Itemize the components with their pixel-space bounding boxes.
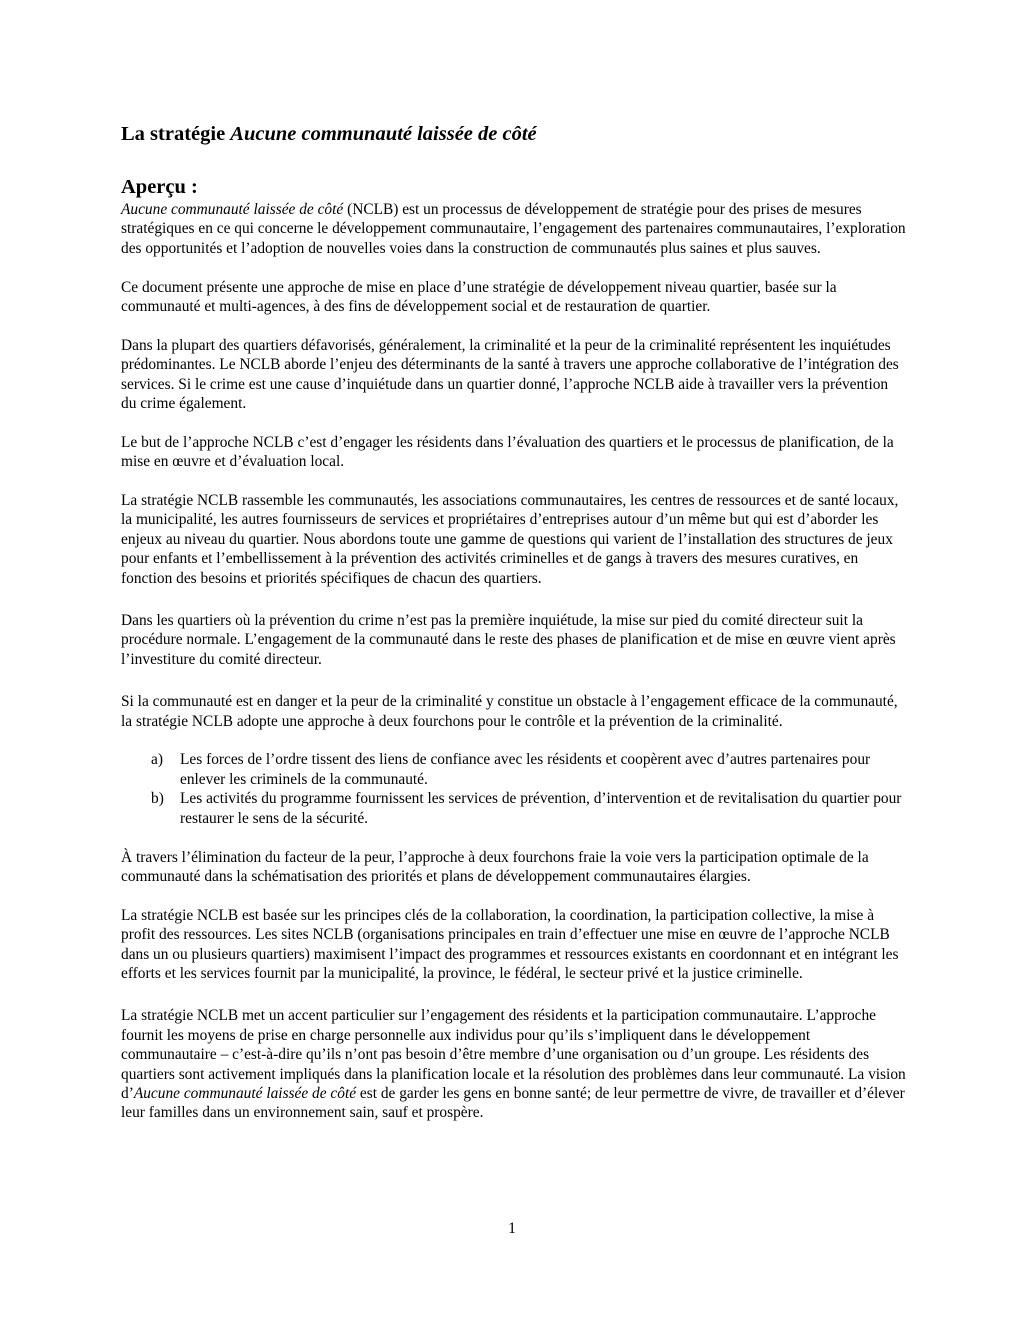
paragraph-7: À travers l’élimination du facteur de la peur, l’approche à deux fourchons fraie la voie vers la participation optimale de la communauté dans la schématisation des priorités et plans de développement communautaires élargies. bbox=[121, 848, 869, 885]
paragraph-5: Dans les quartiers où la prévention du crime n’est pas la première inquiétude, la mise sur pied du comité directeur suit la procédure normale. L’engagement de la communauté dans le reste des phases de planification et de mise en œuvre vient après l’investiture du comité directeur. bbox=[121, 612, 896, 668]
paragraph-6: Si la communauté est en danger et la peur de la criminalité y constitue un obstacle à l’engagement efficace de la communauté, la stratégie NCLB adopte une approche à deux fourchons pour le contrôle et la prévention de la criminalité. bbox=[121, 693, 898, 730]
prong-list bbox=[121, 750, 906, 828]
list-marker: a) bbox=[151, 751, 163, 769]
document-title bbox=[121, 120, 906, 148]
paragraph-9-italic: Aucune communauté laissée de côté bbox=[133, 1084, 357, 1102]
paragraph-8: La stratégie NCLB est basée sur les principes clés de la collaboration, la coordination, la participation collective, la mise à profit des ressources. Les sites NCLB (organisations principales en train d’effectuer une mise en œuvre de l’approche NCLB dans un ou plusieurs quartiers) maximisent l’impact des programmes et ressources existants en coordonnant et en intégrant les efforts et les services fournit par la municipalité, la province, le fédéral, le secteur privé et la justice criminelle. bbox=[121, 906, 899, 982]
list-item-text: Les activités du programme fournissent les services de prévention, d’intervention et de revitalisation du quartier pour restaurer le sens de la sécurité. bbox=[180, 790, 902, 827]
title-italic: Aucune communauté laissée de côté bbox=[230, 123, 537, 145]
paragraph-1: Ce document présente une approche de mise en place d’une stratégie de développement niveau quartier, basée sur la communauté et multi-agences, à des fins de développement social et de restauration de quartier. bbox=[121, 278, 837, 316]
title-prefix: La stratégie bbox=[121, 123, 231, 145]
paragraph-3: Le but de l’approche NCLB c’est d’engager les résidents dans l’évaluation des quartiers et le processus de planification, de la mise en œuvre et d’évaluation local. bbox=[121, 433, 894, 471]
page-number: 1 bbox=[508, 1220, 516, 1237]
list-item-text: Les forces de l’ordre tissent des liens de confiance avec les résidents et coopèrent avec d’autres partenaires pour enlever les criminels de la communauté. bbox=[180, 751, 871, 788]
page-content bbox=[121, 120, 906, 1123]
paragraph-4: La stratégie NCLB rassemble les communautés, les associations communautaires, les centres de ressources et de santé locaux, la municipalité, les autres fournisseurs de services et propriétaires d’entreprises autour d’un même but qui est d’aborder les enjeux au niveau du quartier. Nous abordons toute une gamme de questions qui varient de l’installation des structures de jeux pour enfants et l’embellissement à la prévention des activités criminelles et de gangs à travers des mesures curatives, en fonction des besoins et priorités spécifiques de chacun des quartiers. bbox=[121, 492, 899, 587]
intro-paragraph bbox=[121, 200, 906, 258]
paragraph-2: Dans la plupart des quartiers défavorisés, généralement, la criminalité et la peur de la criminalité représentent les inquiétudes prédominantes. Le NCLB aborde l’enjeu des déterminants de la santé à travers une approche collaborative de l’intégration des services. Si le crime est une cause d’inquiétude dans un quartier donné, l’approche NCLB aide à travailler vers la prévention du crime également. bbox=[121, 336, 899, 413]
intro-text: (NCLB) est un processus de développement de stratégie pour des prises de mesures stratégiques en ce qui concerne le développement communautaire, l’engagement des partenaires communautaires, l’exploration des opportunités et l’adoption de nouvelles voies dans la construction de communautés plus saines et plus sauves. bbox=[121, 201, 906, 257]
paragraph-9-before: La stratégie NCLB met un accent particulier sur l’engagement des résidents et la participation communautaire. L’approche fournit les moyens de prise en charge personnelle aux individus pour qu’ils s’impliquent dans le développement communautaire – c’est-à-dire qu’ils n’ont pas besoin d’être membre d’une organisation ou d’un groupe. Les résidents des quartiers sont activement impliqués dans la planification locale et la résolution des problèmes dans leur communauté. La vision d’ bbox=[121, 1007, 906, 1102]
list-marker: b) bbox=[151, 790, 164, 808]
paragraph-9 bbox=[121, 1006, 906, 1122]
paragraph-9-after: est de garder les gens en bonne santé; de leur permettre de vivre, de travailler et d’élever leur familles dans un environnement sain, sauf et prospère. bbox=[121, 1084, 905, 1122]
list-item bbox=[121, 789, 906, 828]
intro-italic-lead: Aucune communauté laissée de côté bbox=[121, 201, 344, 218]
section-heading: Aperçu : bbox=[121, 176, 198, 198]
list-item bbox=[121, 750, 906, 789]
